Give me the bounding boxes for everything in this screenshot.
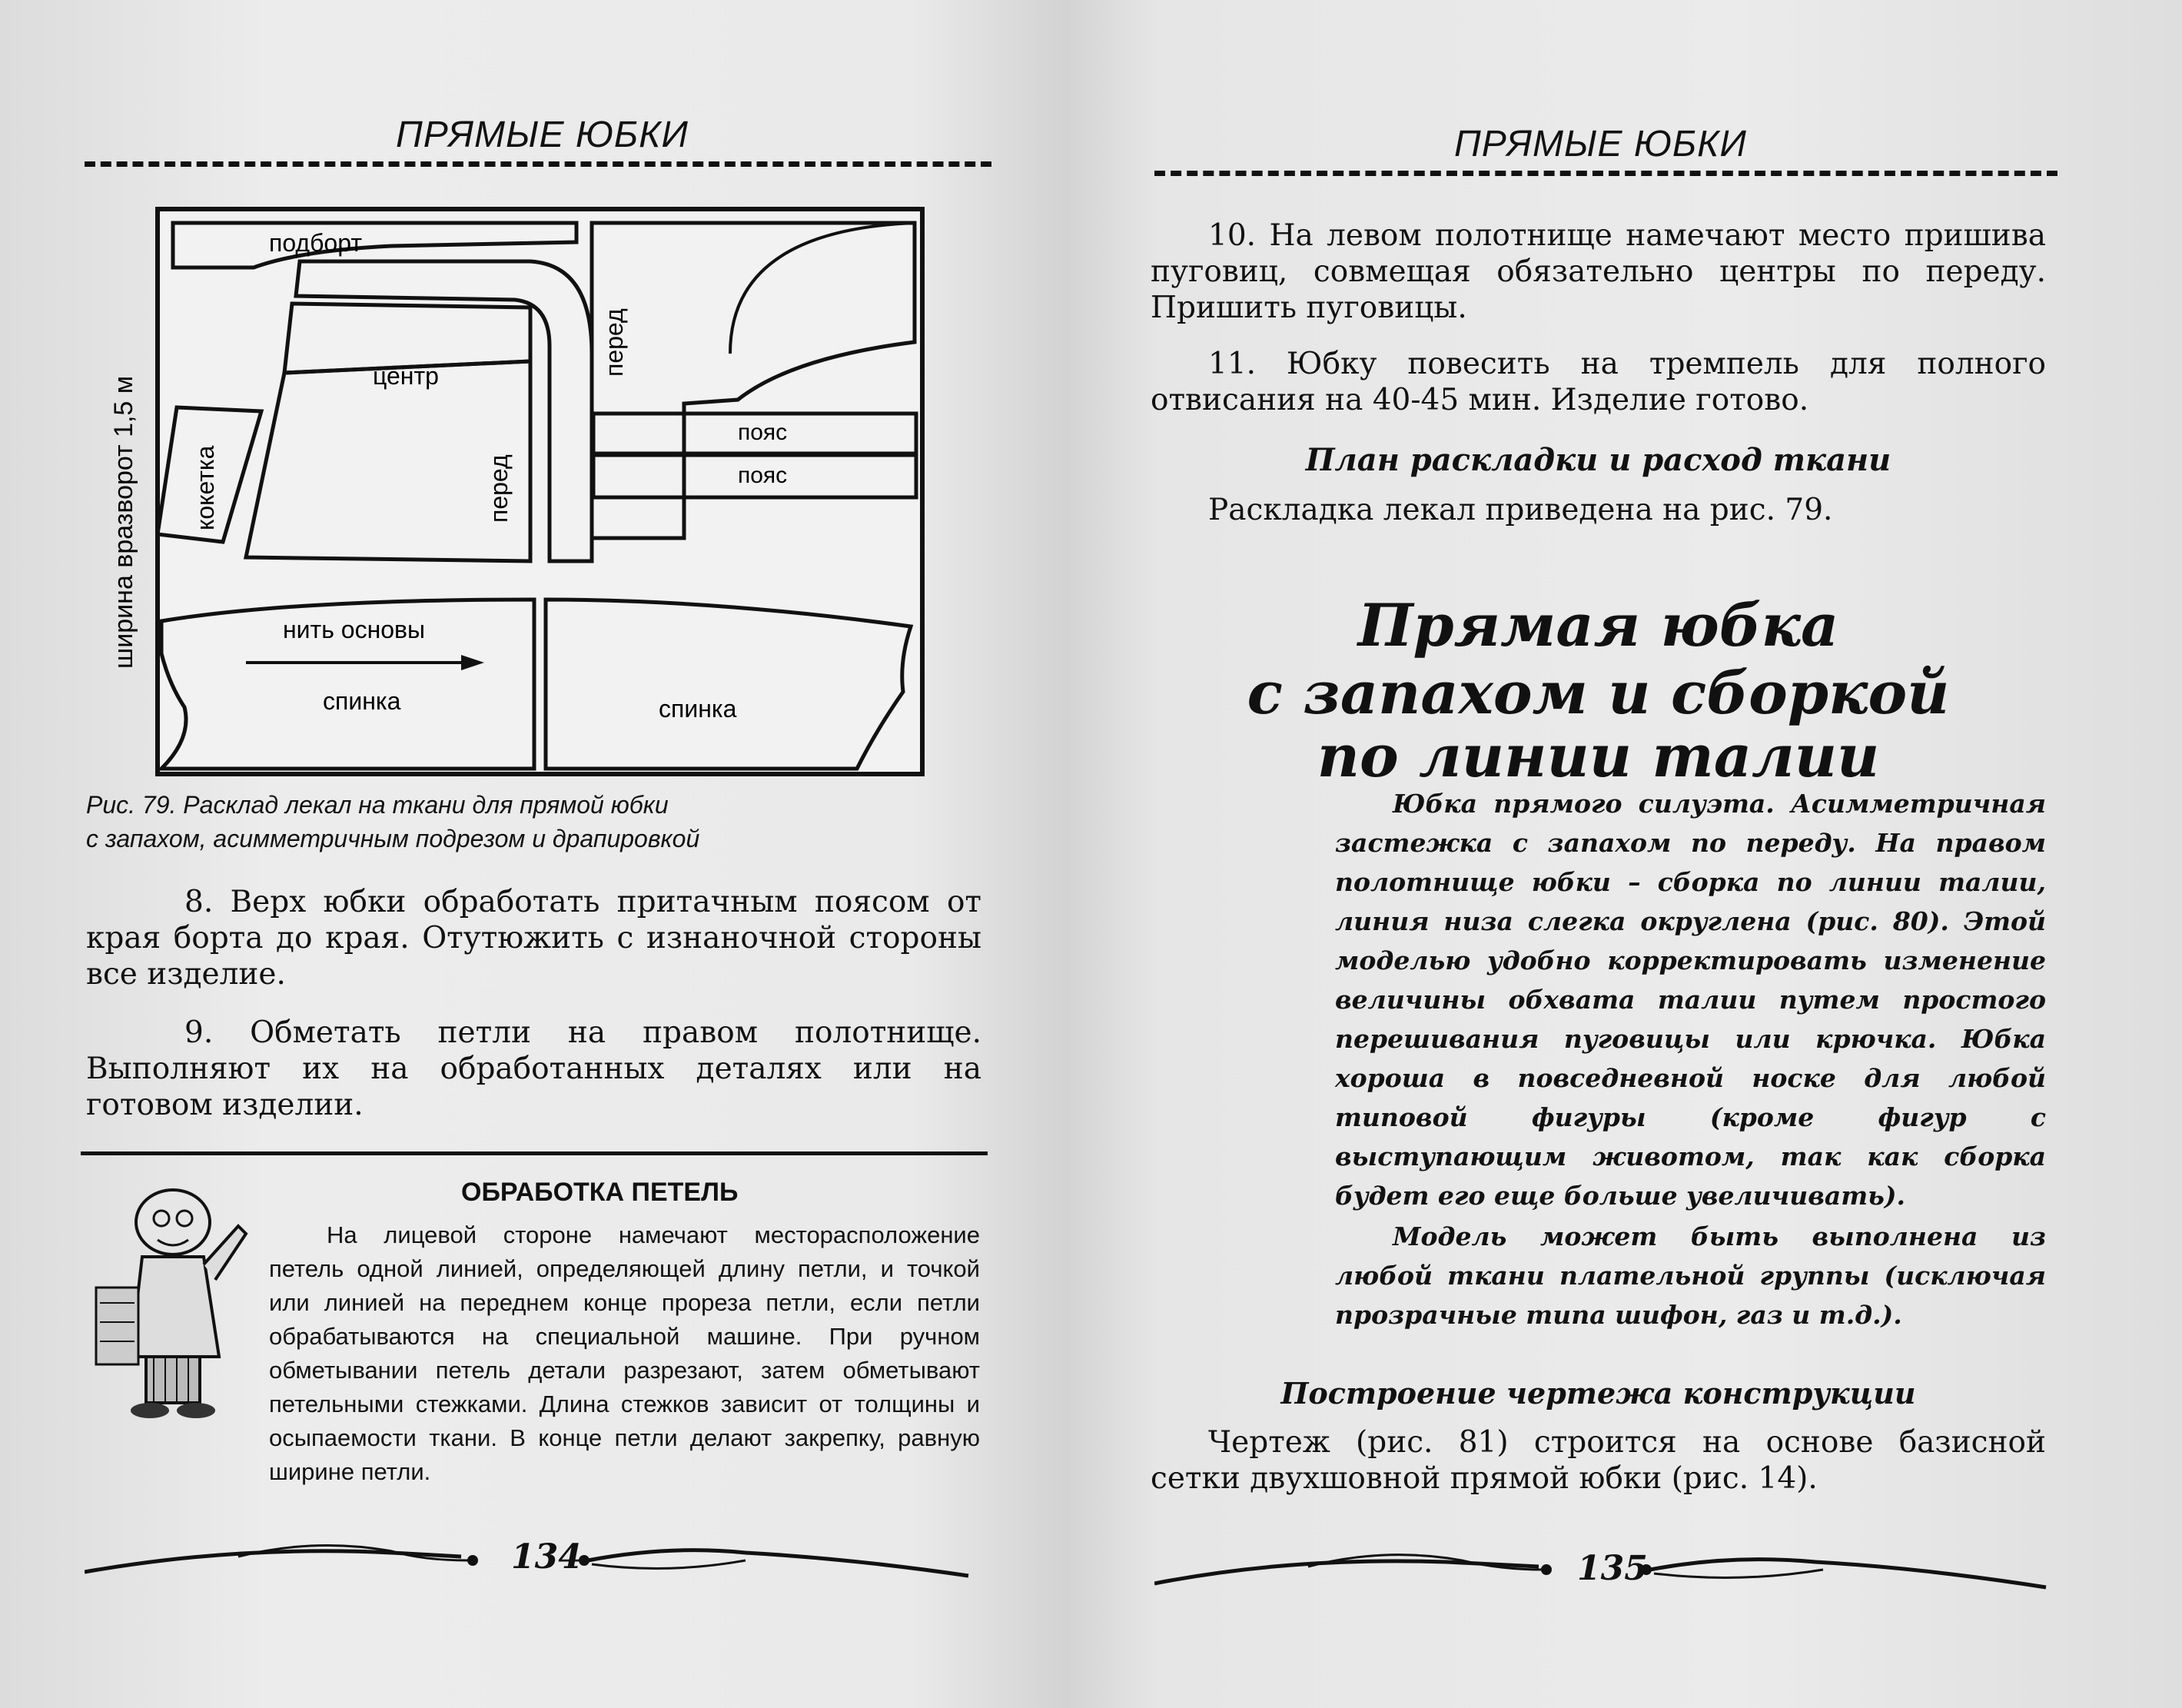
construction-text: Чертеж (рис. 81) строится на основе базисной сетки двухшовной прямой юбки (рис. 14). bbox=[1151, 1425, 2046, 1496]
label-nit-osnovy: нить основы bbox=[283, 616, 426, 643]
box-text-wrapped: На лицевой стороне намечают месторасположение петель одной линией, определяющей длину петли, и точкой или линией на переднем конце прореза петли, если петли обрабатываются на специальной машине. При ручном обметывании петель детали разрезают, затем обметывают петельными стежками. Длина стежков зависит от толщины и осыпаемости ткани. В конце петли делают закрепку, равную ширине петли. bbox=[269, 1221, 980, 1485]
label-width: ширина вразворот 1,5 м bbox=[109, 375, 138, 669]
figure-caption-line2: с запахом, асимметричным подрезом и драпировкой bbox=[86, 825, 700, 852]
heading-construction: Построение чертежа конструкции bbox=[1280, 1376, 1916, 1411]
paragraph-8: 8. Верх юбки обработать притачным поясом от края борта до края. Отутюжить с изнаночной стороны все изделие. bbox=[86, 885, 981, 992]
fabric-outline bbox=[158, 209, 922, 774]
label-poyas-2: пояс bbox=[738, 463, 788, 488]
page-number-right: 135 bbox=[1577, 1549, 1648, 1588]
label-spinka-1: спинка bbox=[323, 687, 401, 715]
paragraph-9: 9. Обметать петли на правом полотнище. Выполняют их на обработанных деталях или на готовом изделии. bbox=[86, 1015, 981, 1122]
tailor-cartoon-icon bbox=[88, 1180, 265, 1426]
title-line2: с запахом и сборкой bbox=[1247, 659, 1950, 727]
paragraph-10: 10. На левом полотнище намечают место пришива пуговиц, совмещая обязательно центры по переду. Пришить пуговицы. bbox=[1151, 218, 2046, 325]
paragraph-11: 11. Юбку повесить на тремпель для полного отвисания на 40-45 мин. Изделие готово. bbox=[1151, 347, 2046, 417]
label-podbort: подборт bbox=[269, 229, 362, 257]
plan-text: Раскладка лекал приведена на рис. 79. bbox=[1208, 493, 1833, 527]
heading-plan: План раскладки и расход ткани bbox=[1305, 442, 1891, 478]
box-title: ОБРАБОТКА ПЕТЕЛЬ bbox=[461, 1178, 739, 1207]
label-pered-mid: перед bbox=[485, 454, 513, 523]
figure-caption-line1: Рис. 79. Расклад лекал на ткани для прямой юбки bbox=[86, 791, 669, 819]
running-header-right: ПРЯМЫЕ ЮБКИ bbox=[1454, 124, 1747, 164]
layout-diagram bbox=[100, 200, 945, 784]
section-divider bbox=[81, 1151, 988, 1155]
label-poyas-1: пояс bbox=[738, 420, 788, 445]
running-header-left: ПРЯМЫЕ ЮБКИ bbox=[396, 115, 689, 155]
left-page bbox=[0, 0, 1070, 1708]
description-1: Юбка прямого силуэта. Асимметричная застежка с запахом по переду. На правом полотнище юбки – сборка по линии талии, линия низа слегка округлена (рис. 80). Этой моделью удобно корректировать изменение величины обхвата талии путем простого перешивания пуговицы или крючка. Юбка хороша в повседневной носке для любой типовой фигуры (кроме фигур с выступающим животом, так как сборка будет его еще больше увеличивать). bbox=[1335, 789, 2046, 1211]
label-pered-top: перед bbox=[600, 308, 628, 377]
page-number-left: 134 bbox=[511, 1537, 582, 1577]
description-2: Модель может быть выполнена из любой ткани плательной группы (исключая прозрачные типа шифон, газ и т.д.). bbox=[1335, 1221, 2046, 1330]
label-centr: центр bbox=[373, 362, 439, 390]
right-page bbox=[1070, 0, 2182, 1708]
label-spinka-2: спинка bbox=[659, 695, 737, 723]
label-koketka: кокетка bbox=[191, 445, 219, 530]
header-rule-right bbox=[1154, 171, 2057, 176]
title-line3: по линии талии bbox=[1317, 722, 1880, 790]
title-line1: Прямая юбка bbox=[1357, 591, 1839, 660]
header-rule-left bbox=[85, 161, 991, 167]
